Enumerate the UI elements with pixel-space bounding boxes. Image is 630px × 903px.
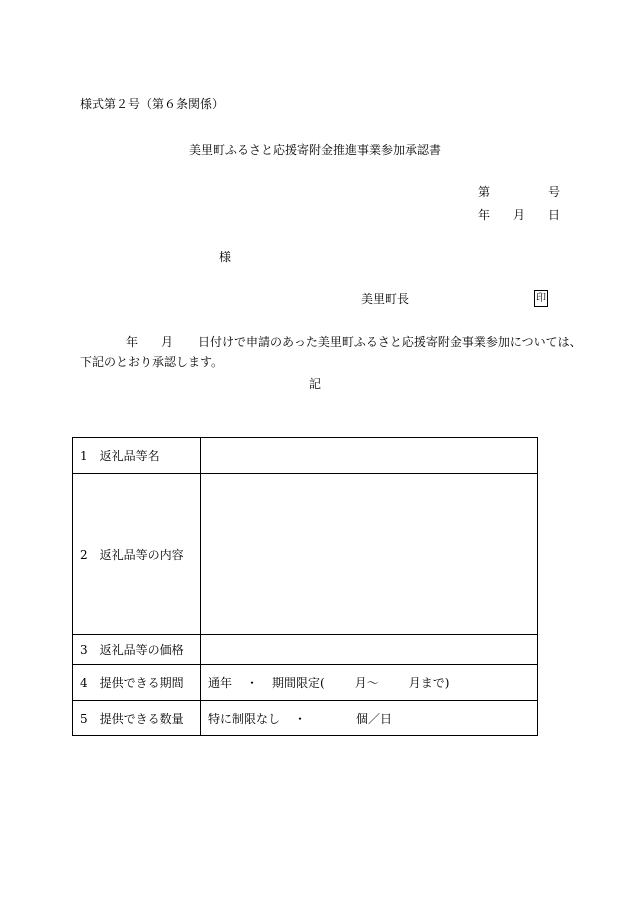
table-row <box>73 635 538 665</box>
row-label-item-name: 1 返礼品等名 <box>73 438 201 474</box>
table-row <box>73 665 538 701</box>
quantity-separator: ・ <box>294 711 307 726</box>
ki-heading: 記 <box>308 377 321 391</box>
period-field[interactable] <box>201 665 538 701</box>
period-from-month: 月～ <box>354 676 379 690</box>
row-label-period: 4 提供できる期間 <box>73 665 201 701</box>
addressee-suffix: 様 <box>219 250 232 264</box>
row-label-item-content: 2 返礼品等の内容 <box>73 474 201 635</box>
period-to-month: 月まで) <box>408 676 450 690</box>
seal-mark: 印 <box>534 290 548 307</box>
document-title: 美里町ふるさと応援寄附金推進事業参加承認書 <box>188 143 441 157</box>
quantity-field[interactable] <box>201 701 538 736</box>
row-label-quantity: 5 提供できる数量 <box>73 701 201 736</box>
item-name-field[interactable] <box>201 438 538 474</box>
body-month-label: 月 <box>161 335 174 349</box>
table-row <box>73 474 538 635</box>
quantity-per-day: 個／日 <box>356 711 393 726</box>
period-limited: 期間限定( <box>272 676 325 690</box>
date-month-label: 月 <box>513 208 526 222</box>
date-day-label: 日 <box>548 208 561 222</box>
period-separator: ・ <box>246 676 259 690</box>
items-table <box>72 437 538 736</box>
form-number: 様式第２号（第６条関係） <box>80 97 225 111</box>
doc-number-go: 号 <box>548 185 561 199</box>
item-content-field[interactable] <box>201 474 538 635</box>
body-text-line1: 日付けで申請のあった美里町ふるさと応援寄附金事業参加については、 <box>198 335 582 349</box>
period-all-year: 通年 <box>208 676 233 690</box>
quantity-unlimited: 特に制限なし <box>208 711 281 726</box>
body-year-label: 年 <box>126 335 139 349</box>
doc-number-dai: 第 <box>478 185 491 199</box>
date-year-label: 年 <box>478 208 491 222</box>
issuer-name: 美里町長 <box>361 292 410 306</box>
item-price-field[interactable] <box>201 635 538 665</box>
body-text-line2: 下記のとおり承認します。 <box>80 355 224 369</box>
table-row <box>73 438 538 474</box>
table-row <box>73 701 538 736</box>
row-label-item-price: 3 返礼品等の価格 <box>73 635 201 665</box>
